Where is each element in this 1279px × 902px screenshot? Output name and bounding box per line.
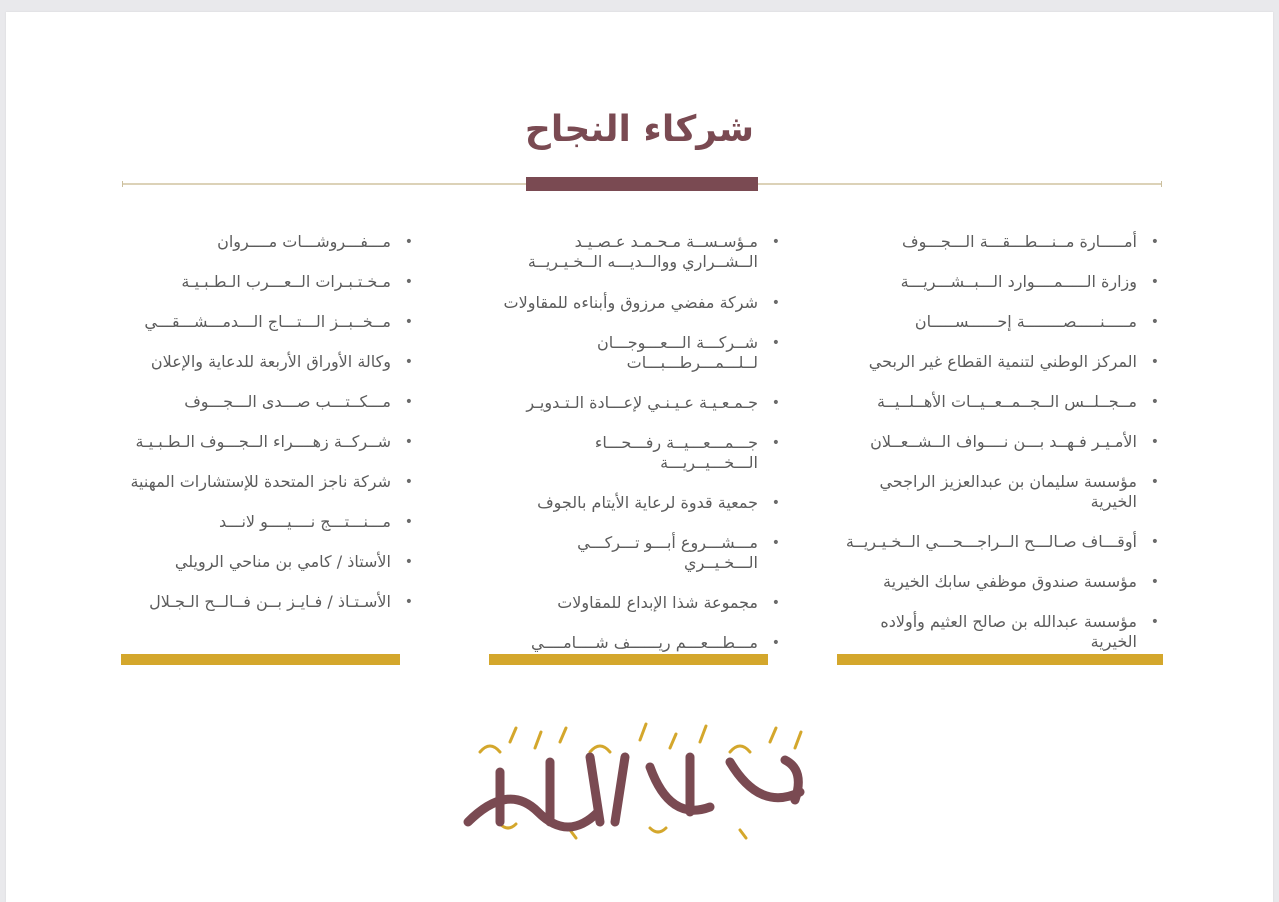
list-item: • مـــشـــروع أبـــو تـــركـــي الـــخـيــري	[502, 533, 780, 573]
column-1-gold-bar	[837, 654, 1163, 665]
list-item: • أوقـــاف صـالـــح الــراجـــحـــي الــخـيـريــة	[839, 532, 1159, 552]
list-item: • شركة مفضي مرزوق وأبناءه للمقاولات	[502, 293, 780, 313]
page-title: شركاء النجاح	[524, 109, 755, 150]
list-item: • جـــمـــعـــيــة رفـــحـــاء الـــخـــيــريـــة	[502, 433, 780, 473]
list-item: • مـؤسـســة مـحـمـد عـصـيـد الــشــراري ووالــديـــه الــخـيـريــة	[502, 232, 780, 272]
list-item: • مـــطـــعـــم ريــــــف شــــامــــي	[502, 633, 780, 653]
list-item: • شــركـــة الـــعـــوجـــان لــلـــمـــرطـــبـــات	[502, 333, 780, 373]
list-item: • مـــــنـــــصــــــــة إحــــــســـــان	[839, 312, 1159, 332]
list-item: • وكالة الأوراق الأربعة للدعاية والإعلان	[123, 352, 413, 372]
list-item: • جمعية قدوة لرعاية الأيتام بالجوف	[502, 493, 780, 513]
list-item: • مـخـتـبـرات الــعـــرب الـطـبـيـة	[123, 272, 413, 292]
list-item: • مـــكــتـــب صـــدى الـــجـــوف	[123, 392, 413, 412]
partners-column-2	[502, 232, 780, 673]
list-item: • مــخــبــز الـــتـــاج الـــدمـــشـــقـــي	[123, 312, 413, 332]
list-item: • شــركــة زهــــراء الــجـــوف الـطـبـيـة	[123, 432, 413, 452]
list-item: • الأمـيـر فـهــد بـــن نــــواف الــشــعــلان	[839, 432, 1159, 452]
thank-you-calligraphy	[440, 712, 840, 852]
list-item: • مــجــلــس الــجــمــعــيــات الأهــلــيــة	[839, 392, 1159, 412]
partners-column-3	[123, 232, 413, 632]
column-3-gold-bar	[121, 654, 400, 665]
list-item: • مؤسسة عبدالله بن صالح العثيم وأولاده الخيرية	[839, 612, 1159, 652]
list-item: • الأستاذ / كامي بن مناحي الرويلي	[123, 552, 413, 572]
list-item: • جـمـعـيـة عـيـنـي لإعـــادة الـتـدويـر	[502, 393, 780, 413]
partners-column-1	[839, 232, 1159, 672]
list-item: • الأسـتـاذ / فـايـز بــن فــالــح الـجـلال	[123, 592, 413, 612]
list-item: • مـــفـــروشـــات مــــروان	[123, 232, 413, 252]
list-item: • أمـــــارة مــنـــطـــقـــة الـــجـــوف	[839, 232, 1159, 252]
column-2-gold-bar	[489, 654, 768, 665]
list-item: • شركة ناجز المتحدة للإستشارات المهنية	[123, 472, 413, 492]
list-item: • مؤسسة سليمان بن عبدالعزيز الراجحي الخيرية	[839, 472, 1159, 512]
list-item: • مـــنـــتـــج نــــيــــو لانـــد	[123, 512, 413, 532]
list-item: • وزارة الـــــمــــوارد الـــبــشـــريـــة	[839, 272, 1159, 292]
list-item: • مؤسسة صندوق موظفي سابك الخيرية	[839, 572, 1159, 592]
list-item: • المركز الوطني لتنمية القطاع غير الربحي	[839, 352, 1159, 372]
title-underline-accent	[526, 177, 758, 191]
list-item: • مجموعة شذا الإبداع للمقاولات	[502, 593, 780, 613]
